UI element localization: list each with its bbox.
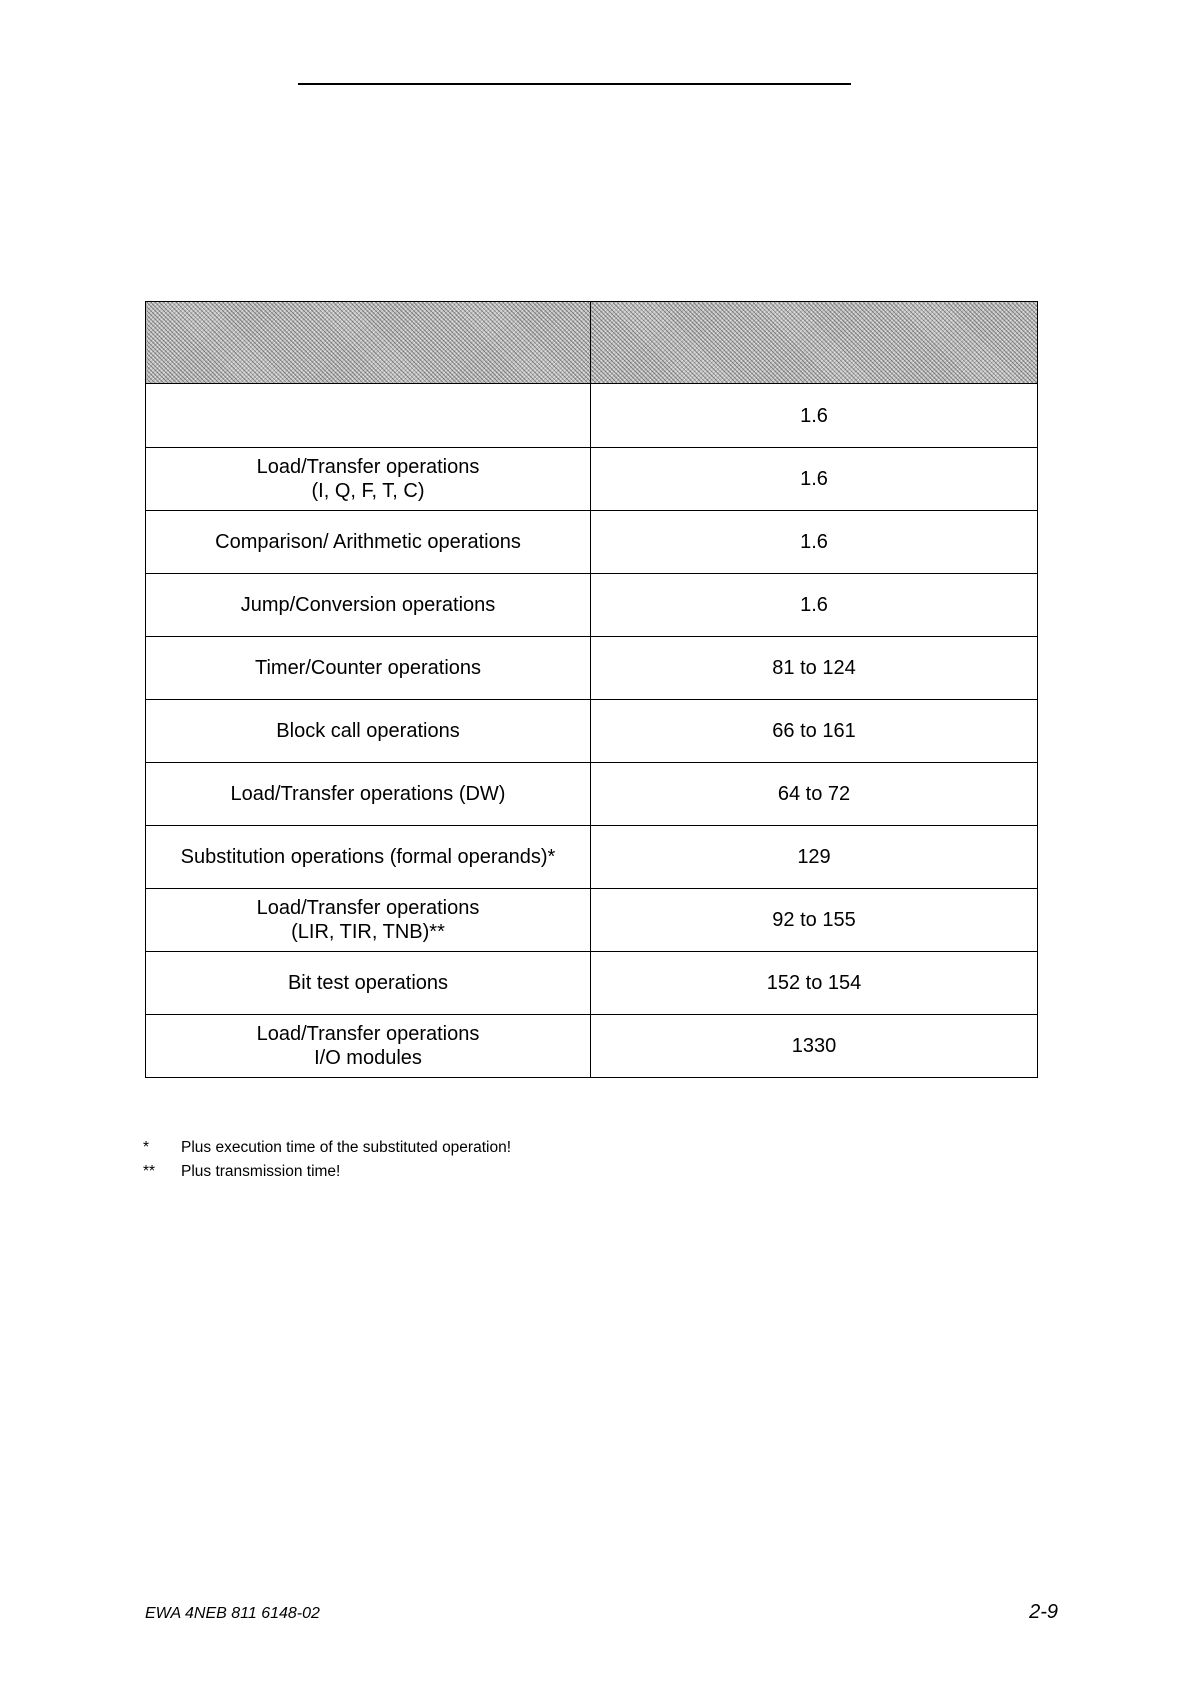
operation-cell (146, 448, 591, 511)
operation-text: Substitution operations (formal operands)* (180, 846, 556, 868)
operation-text: Load/Transfer operations (256, 897, 480, 919)
operation-cell (146, 826, 591, 889)
footnote (143, 1136, 843, 1160)
operation-cell (146, 763, 591, 826)
time-cell: 92 to 155 (591, 889, 1038, 952)
operation-text: Jump/Conversion operations (240, 594, 496, 616)
table-row (146, 384, 1038, 448)
operation-text: Bit test operations (287, 972, 449, 994)
operation-cell (146, 574, 591, 637)
operation-cell (146, 952, 591, 1015)
time-cell: 1.6 (591, 574, 1038, 637)
table-row (146, 763, 1038, 826)
header-cell-operation (146, 302, 591, 384)
footnote (143, 1160, 843, 1184)
table-row (146, 1015, 1038, 1078)
time-cell: 1330 (591, 1015, 1038, 1078)
footnote-text: Plus execution time of the substituted operation! (181, 1139, 512, 1156)
operation-subtext: I/O modules (314, 1047, 422, 1069)
table-row (146, 574, 1038, 637)
table-row (146, 826, 1038, 889)
table-row (146, 637, 1038, 700)
operation-cell (146, 637, 591, 700)
time-cell: 66 to 161 (591, 700, 1038, 763)
operation-text: Load/Transfer operations (256, 456, 480, 478)
table-row (146, 448, 1038, 511)
table-row (146, 511, 1038, 574)
table-header-row (146, 302, 1038, 384)
operation-cell (146, 384, 591, 448)
footnote-marker: ** (143, 1163, 156, 1180)
operation-text: Block call operations (276, 720, 460, 742)
operation-subtext: (I, Q, F, T, C) (311, 480, 425, 502)
footnotes (143, 1136, 843, 1184)
operation-cell (146, 511, 591, 574)
operation-cell (146, 700, 591, 763)
page-number: 2-9 (1029, 1601, 1058, 1623)
footnote-text: Plus transmission time! (181, 1163, 341, 1180)
time-cell: 81 to 124 (591, 637, 1038, 700)
table-row (146, 952, 1038, 1015)
execution-times-table (145, 301, 1038, 1078)
time-cell: 1.6 (591, 511, 1038, 574)
header-rule (298, 83, 851, 85)
table-row (146, 700, 1038, 763)
time-cell: 64 to 72 (591, 763, 1038, 826)
operation-cell (146, 1015, 591, 1078)
operation-text: Comparison/ Arithmetic operations (215, 531, 521, 553)
operation-subtext: (LIR, TIR, TNB)** (291, 921, 445, 943)
table-row (146, 889, 1038, 952)
footnote-marker: * (143, 1139, 150, 1156)
document-id: EWA 4NEB 811 6148-02 (145, 1605, 320, 1622)
time-cell: 1.6 (591, 448, 1038, 511)
time-cell: 1.6 (591, 384, 1038, 448)
operation-cell (146, 889, 591, 952)
header-cell-time (591, 302, 1038, 384)
time-cell: 129 (591, 826, 1038, 889)
operation-text: Load/Transfer operations (256, 1023, 480, 1045)
time-cell: 152 to 154 (591, 952, 1038, 1015)
operation-text: Load/Transfer operations (DW) (230, 783, 506, 805)
operation-text: Timer/Counter operations (254, 657, 482, 679)
